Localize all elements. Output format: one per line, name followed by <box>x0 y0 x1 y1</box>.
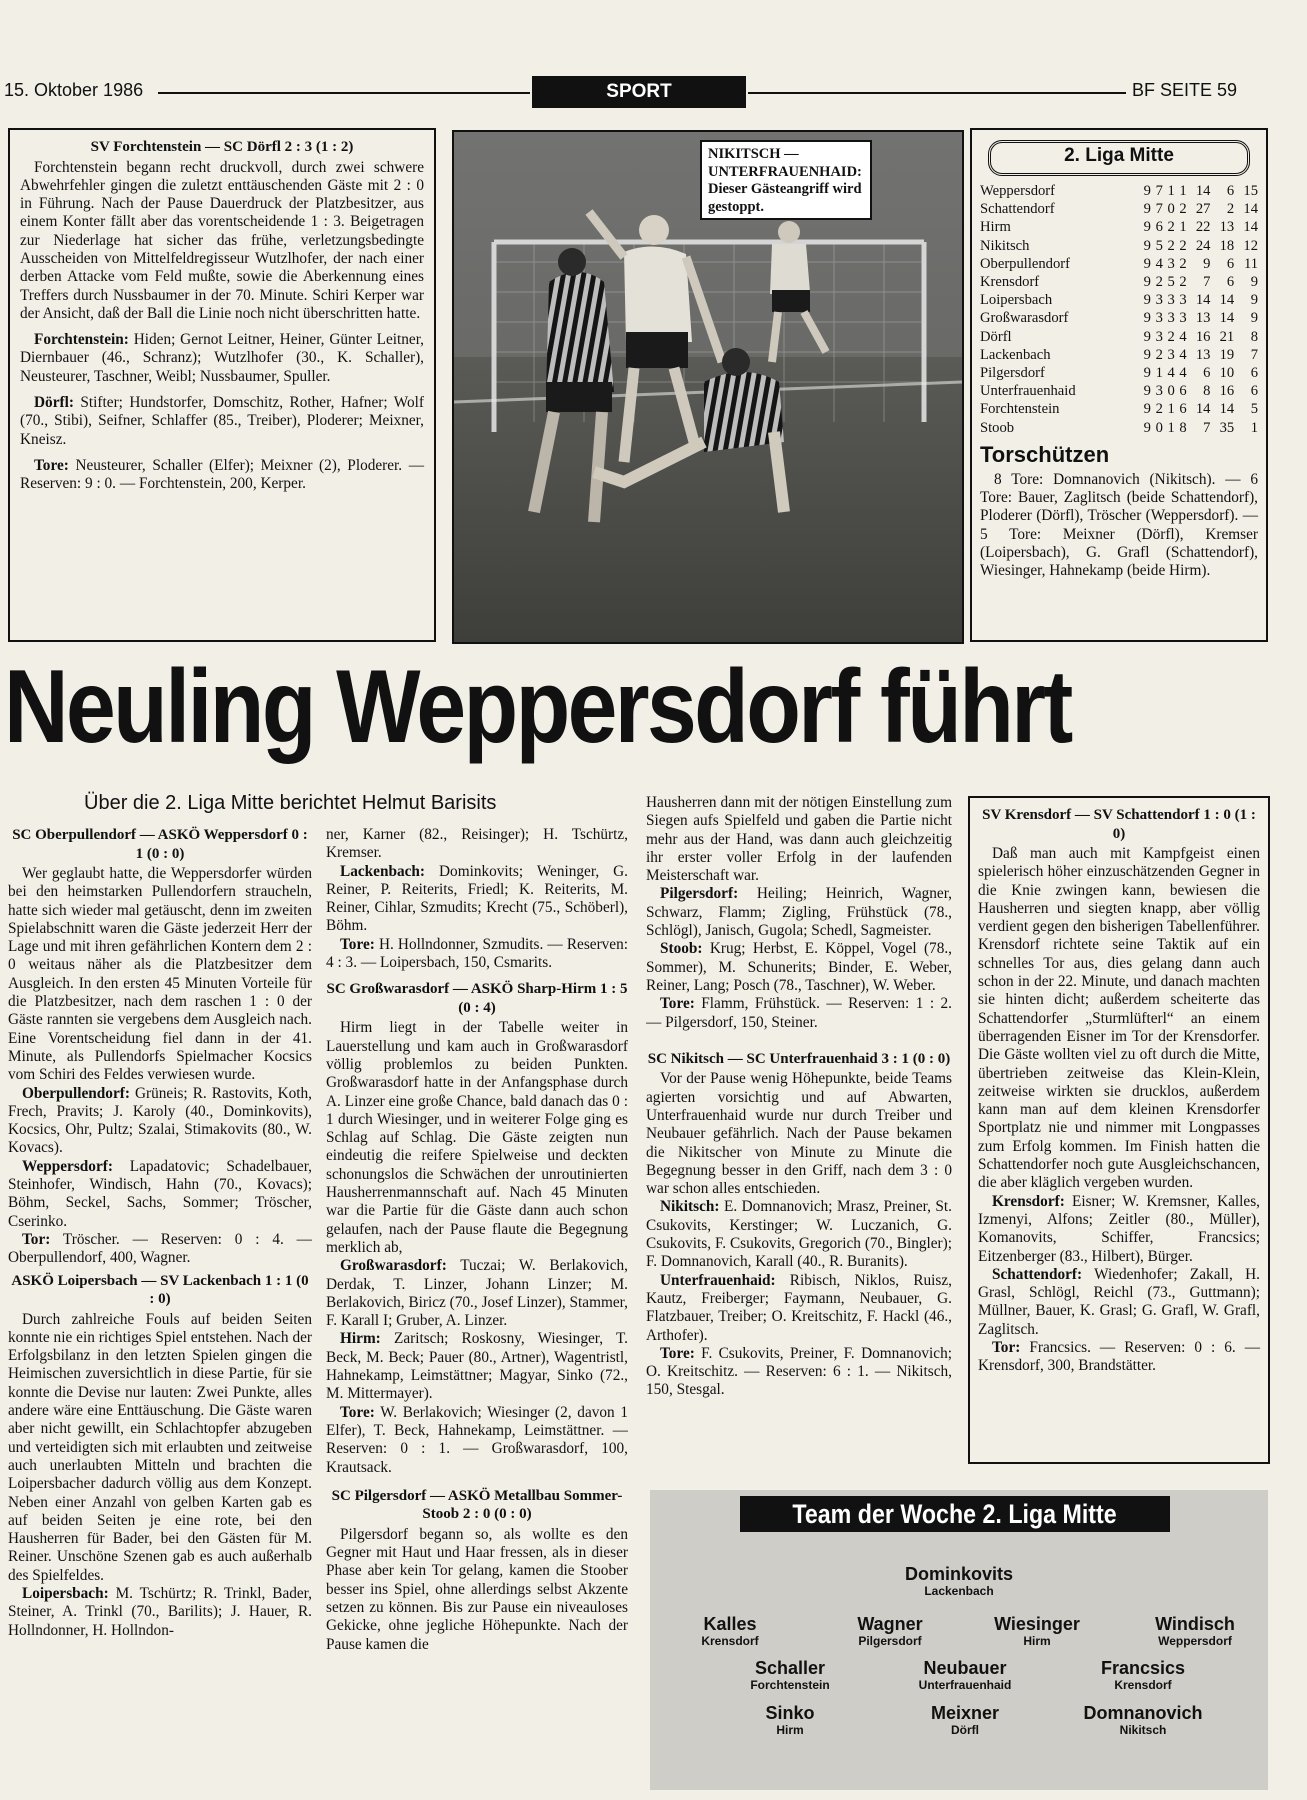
league-stat-cell: 8 <box>1250 328 1258 345</box>
league-stat-cell: 9 <box>1250 274 1258 291</box>
team-of-week-player <box>1105 1614 1285 1648</box>
team-label: Loipersbach: <box>22 1584 109 1602</box>
team-of-week-player <box>700 1703 880 1737</box>
league-stat-cell: 1 <box>1167 183 1175 199</box>
league-stat-cell: 16 <box>1219 383 1235 400</box>
league-team-name: Dörfl <box>980 328 1012 345</box>
team-of-week-player <box>875 1703 1055 1737</box>
league-stat-cell: 3 <box>1167 255 1175 272</box>
league-stat-cell: 2 <box>1179 255 1187 272</box>
league-stat-cell: 27 <box>1195 201 1211 218</box>
team-lineup: Dominkovits; Weninger, G. Reiner, P. Reiterits, Friedl; K. Reiterits, M. Reiner, Cihlar, Szmudits; Krecht (75., Schöberl), Böhm. <box>326 862 628 935</box>
league-stat-cell: 7 <box>1203 274 1211 291</box>
league-stat-cell: 1 <box>1155 365 1163 382</box>
league-stat-cell: 14 <box>1219 310 1235 327</box>
league-stat-cell: 2 <box>1167 237 1175 254</box>
goals-text: Neusteurer, Schaller (Elfer); Meixner (2), Ploderer. — Reserven: 9 : 0. — Forchtenstein, 200, Kerper. <box>20 456 424 493</box>
league-stat-cell: 14 <box>1195 292 1211 309</box>
league-stat-cell: 2 <box>1155 274 1163 291</box>
match-body-continued: Hausherren dann mit der nötigen Einstellung zum Siegen aufs Spielfeld und gaben die Partie nicht mehr aus der Hand, was dann auch gleichzeitig ihr erster voller Erfolg in der laufenden Meisterschaft war. <box>646 794 952 885</box>
match-title: SC Großwarasdorf — ASKÖ Sharp-Hirm 1 : 5 (0 : 4) <box>326 981 628 1016</box>
league-table-row <box>980 291 1258 309</box>
team-line <box>646 885 952 940</box>
league-stat-cell: 21 <box>1219 328 1235 345</box>
league-stat-cell: 24 <box>1195 237 1211 254</box>
section-label: SPORT <box>532 76 746 108</box>
column-2 <box>326 826 628 1766</box>
team-lineup: Ribisch, Niklos, Ruisz, Kautz, Freiberger; Faymann, Neubauer, G. Flatzbauer, Treiber; O. Kreitschitz, F. Hackl (46., Arthofer). <box>646 1271 952 1344</box>
league-stat-cell: 14 <box>1243 219 1258 236</box>
byline: Über die 2. Liga Mitte berichtet Helmut Barisits <box>84 792 497 814</box>
team-line <box>8 1585 312 1640</box>
league-stat-cell: 12 <box>1243 237 1258 254</box>
league-stat-cell: 6 <box>1226 255 1235 272</box>
goals-label: Tore: <box>340 935 375 953</box>
league-stat-cell: 3 <box>1167 292 1175 309</box>
player-name: Windisch <box>1155 1614 1235 1634</box>
player-club: Hirm <box>776 1723 804 1737</box>
league-stat-cell: 9 <box>1143 274 1151 291</box>
column-3 <box>646 794 952 1454</box>
league-team-name: Großwarasdorf <box>980 310 1069 327</box>
league-table-row <box>980 328 1258 346</box>
team-label: Dörfl: <box>34 394 74 412</box>
team-line <box>8 1085 312 1158</box>
team-line <box>978 1266 1260 1339</box>
league-stat-cell: 11 <box>1243 255 1258 272</box>
match-body: Wer geglaubt hatte, die Weppersdorfer würden bei den heimstarken Pullendorfern straucheln, hatte sich wieder mal getäuscht, denn im zweiten Spielabschnitt waren die Gäste jederzeit Herr der Lage und mit ihren gefährlichen Kontern dem 2 : 0 weitaus näher als die Platzbesitzer dem Ausgleich. In den ersten 45 Minuten Vorteile für die Platzbesitzer, nach dem raschen 1 : 0 der Gäste rannten sie vergebens dem Ausgleich nach. Eine Vorentscheidung fiel dann in der 41. Minute, als Pullendorfs Spielmacher Kocsics vom Schiri des Feldes verwiesen wurde. <box>8 865 312 1084</box>
team-label: Schattendorf: <box>992 1265 1083 1283</box>
headline <box>0 648 1307 768</box>
team-lineup: Eisner; W. Kremsner, Kalles, Izmenyi, Alfons; Zeitler (80., Müller), Komanovits, Schiffer, Francsics; Eitzenberger (83., Hilbert), Bürger. <box>978 1192 1260 1265</box>
goals-line <box>646 995 952 1032</box>
goals-label: Tor: <box>992 1339 1021 1357</box>
league-stat-cell: 22 <box>1195 219 1211 236</box>
league-stat-cell: 18 <box>1219 237 1235 254</box>
goals-line <box>646 1345 952 1400</box>
league-stat-cell: 6 <box>1226 183 1235 199</box>
league-stat-cell: 2 <box>1167 219 1175 236</box>
team-of-week-player <box>700 1658 880 1692</box>
league-stat-cell: 3 <box>1179 292 1187 309</box>
league-stat-cell: 14 <box>1195 401 1211 418</box>
player-name: Schaller <box>754 1658 826 1678</box>
league-table-box <box>970 128 1268 642</box>
league-stat-cell: 13 <box>1219 219 1235 236</box>
league-stat-cell: 3 <box>1167 346 1175 363</box>
team-lineup: Hiden; Gernot Leitner, Heiner, Günter Leitner, Diernbauer (46., Schranz); Wutzlhofer (30., K. Schaller), Neusteurer, Taschner, Weibl; Nussbaumer, Spuller. <box>20 331 424 385</box>
league-team-name: Stoob <box>980 419 1015 436</box>
goals-text: W. Berlakovich; Wiesinger (2, davon 1 Elfer), T. Beck, Hahnekamp, Leimstättner. — Reserven: 0 : 1. — Großwarasdorf, 100, Krautsack. <box>326 1403 628 1476</box>
player-name: Domnanovich <box>1083 1703 1203 1723</box>
goals-label: Tor: <box>22 1230 51 1248</box>
column-1 <box>8 826 312 1766</box>
team-lineup: Heiling; Heinrich, Wagner, Schwarz, Flamm; Zigling, Frühstück (78., Schlögl), Janisch, Gugola; Schedl, Sagmeister. <box>646 885 952 940</box>
league-stat-cell: 9 <box>1143 183 1151 199</box>
scorers-title: Torschützen <box>980 441 1110 467</box>
match-body: Daß man auch mit Kampfgeist einen spielerisch höher einzuschätzenden Gegner in die Knie zwingen kann, bewiesen die Hausherren und siegten knapp, aber völlig verdient gegen den bisherigen Tabellenführer. Krensdorf richtete seine Taktik auf ein schnelles Tor aus, dies gelang dann auch schon in der 22. Minute, und danach machten sie hinten dicht; außerdem scheiterte das Schattendorfer „Sturmlüfterl“ an einem überragenden Eisner im Tor der Krensdorfer. Die Gäste wollten viel zu oft durch die Mitte, übertrieben zeitweise das Klein-Klein, zeitweise wirkten sie drucklos, außerdem kann man auf dem kleinen Krensdorfer Sportplatz nie und nimmer mit Longpasses zum Erfolg kommen. Im Finish hatten die Schattendorfer noch gute Ausgleichschancen, die aber kläglich vergeben wurden. <box>978 845 1260 1192</box>
match-body: Vor der Pause wenig Höhepunkte, beide Teams agierten vorsichtig und auf Abwarten, Unterfrauenhaid wurde nur durch Treiber und Neubauer gefährlich. Nach der Pause bekamen die Nikitscher von Minute zu Minute die Begegnung besser in den Griff, nach dem 3 : 0 war schon alles entschieden. <box>646 1070 952 1198</box>
player-club: Lackenbach <box>924 1584 994 1598</box>
header-rule-left <box>158 92 530 94</box>
league-stat-cell: 15 <box>1243 183 1258 199</box>
top-left-report-box <box>8 128 436 642</box>
team-label: Unterfrauenhaid: <box>660 1271 776 1289</box>
team-of-week-player <box>947 1614 1127 1648</box>
league-stat-cell: 9 <box>1203 255 1211 272</box>
player-name: Francsics <box>1100 1658 1186 1678</box>
player-name: Dominkovits <box>904 1564 1014 1584</box>
league-stat-cell: 9 <box>1250 310 1258 327</box>
team-lineup: Grüneis; R. Rastovits, Koth, Frech, Pravits; J. Karoly (40., Dominkovits), Kocsics, Ohr, Pultz; Szalai, Stimakovits (80., W. Kovacs). <box>8 1084 312 1157</box>
team-line <box>326 1257 628 1330</box>
team-label: Lackenbach: <box>340 862 425 880</box>
league-stat-cell: 4 <box>1179 365 1187 382</box>
league-stat-cell: 8 <box>1203 383 1211 400</box>
league-stat-cell: 19 <box>1219 346 1235 363</box>
league-stat-cell: 5 <box>1167 274 1175 291</box>
league-team-name: Lackenbach <box>980 346 1051 363</box>
league-stat-cell: 9 <box>1143 310 1151 327</box>
league-stat-cell: 7 <box>1250 346 1258 363</box>
league-table-row <box>980 218 1258 236</box>
team-line <box>646 1198 952 1271</box>
league-stat-cell: 9 <box>1143 292 1151 309</box>
player-club: Unterfrauenhaid <box>918 1678 1012 1692</box>
report-body: Forchtenstein begann recht druckvoll, durch zwei schwere Abwehrfehler gingen die zuletzt enttäuschenden Gäste mit 2 : 0 in Führung. Nach der Pause Dauerdruck der Platzbesitzer, aus einem Konter fällt aber das vorentscheidende 1 : 3. Beigetragen zur Niederlage hat sicher das frühe, verletzungsbedingte Ausscheiden von Mittelfeldregisseur Wutzlhofer, der nach einer derben Attacke vom Feld mußte, sowie die Aberkennung eines Treffers durch Nussbaumer in der 70. Minute. Schiri Kerper war der Ansicht, daß der Ball die Linie noch nicht überschritten hatte. <box>20 158 424 322</box>
league-stat-cell: 6 <box>1155 219 1163 236</box>
player-club: Pilgersdorf <box>858 1634 922 1648</box>
league-stat-cell: 8 <box>1179 419 1187 436</box>
player-club: Krensdorf <box>1114 1678 1172 1692</box>
team-line <box>326 863 628 936</box>
league-team-name: Nikitsch <box>980 237 1030 254</box>
league-stat-cell: 14 <box>1219 401 1235 418</box>
league-stat-cell: 14 <box>1195 183 1211 199</box>
team-label: Oberpullendorf: <box>22 1084 130 1102</box>
league-stat-cell: 0 <box>1167 383 1175 400</box>
team-line <box>8 1158 312 1231</box>
team-lineup: Wiedenhofer; Zakall, H. Grasl, Schlögl, Reichl (73., Guttmann); Müllner, Bauer, K. Grasl; G. Grafl, W. Grafl, Zaglitsch. <box>978 1265 1260 1338</box>
player-name: Meixner <box>930 1703 1000 1723</box>
match-body: Durch zahlreiche Fouls auf beiden Seiten konnte nie ein richtiges Spiel entstehen. Nach der Erfolgsbilanz in den letzten Spielen gingen die Heimischen zuversichtlich in diese Partie, für sie konnte die Devise nur lauten: Zwei Punkte, alles andere wäre eine Enttäuschung. Die Gäste waren aber nicht gewillt, ein Schlachtopfer abzugeben und verteidigten sich mit erlaubten und zeitweise auch unerlaubten Mitteln und brachten die Loipersbacher dadurch völlig aus dem Konzept. Neben einer Anzahl von gelben Karten gab es auf beiden Seiten je eine rote, bei den Hausherren für Bader, bei den Gästen für M. Reiner. Unschöne Szenen gab es auch außerhalb des Spielfeldes. <box>8 1310 312 1584</box>
match-title: ASKÖ Loipersbach — SV Lackenbach 1 : 1 (0 : 0) <box>11 1272 309 1308</box>
team-label: Stoob: <box>660 940 703 958</box>
team-line <box>326 1330 628 1403</box>
player-name: Wiesinger <box>994 1614 1080 1634</box>
team-label: Krensdorf: <box>992 1192 1065 1210</box>
league-team-name: Schattendorf <box>980 201 1055 218</box>
league-stat-cell: 6 <box>1226 274 1235 291</box>
team-label: Hirm: <box>340 1330 381 1348</box>
team-label: Großwarasdorf: <box>340 1257 447 1275</box>
league-stat-cell: 3 <box>1155 328 1163 345</box>
league-stat-cell: 7 <box>1155 201 1163 218</box>
goals-text: Tröscher. — Reserven: 0 : 4. — Oberpullendorf, 400, Wagner. <box>8 1230 312 1267</box>
league-stat-cell: 4 <box>1167 365 1175 382</box>
league-table <box>980 182 1258 437</box>
player-name: Sinko <box>765 1703 815 1723</box>
league-stat-cell: 9 <box>1143 401 1151 418</box>
goals-line <box>20 457 424 494</box>
goals-text: Flamm, Frühstück. — Reserven: 1 : 2. — Pilgersdorf, 150, Steiner. <box>646 995 952 1031</box>
player-name: Wagner <box>857 1614 923 1634</box>
league-stat-cell: 1 <box>1179 183 1187 199</box>
league-stat-cell: 2 <box>1179 274 1187 291</box>
league-stat-cell: 9 <box>1143 201 1151 218</box>
league-stat-cell: 9 <box>1143 328 1151 345</box>
league-stat-cell: 6 <box>1179 401 1187 418</box>
league-stat-cell: 4 <box>1155 255 1163 272</box>
match-title: SV Krensdorf — SV Schattendorf 1 : 0 (1 : 0) <box>982 807 1256 842</box>
team-label: Forchtenstein: <box>34 331 129 349</box>
player-club: Weppersdorf <box>1158 1634 1232 1648</box>
match-title: SC Nikitsch — SC Unterfrauenhaid 3 : 1 (0 : 0) <box>647 1050 951 1067</box>
league-stat-cell: 1 <box>1179 219 1187 236</box>
league-stat-cell: 9 <box>1143 383 1151 400</box>
league-table-row <box>980 273 1258 291</box>
match-title: SC Pilgersdorf — ASKÖ Metallbau Sommer-Stoob 2 : 0 (0 : 0) <box>331 1487 623 1523</box>
league-stat-cell: 5 <box>1250 401 1258 418</box>
league-stat-cell: 9 <box>1143 219 1151 236</box>
league-stat-cell: 7 <box>1155 183 1163 199</box>
league-table-row <box>980 255 1258 273</box>
league-team-name: Loipersbach <box>980 292 1053 309</box>
league-table-title <box>988 140 1250 176</box>
league-stat-cell: 2 <box>1226 201 1235 218</box>
team-lineup: Tuczai; W. Berlakovich, Derdak, T. Linzer, Johann Linzer; M. Berlakovich, Biricz (70., Josef Linzer), Stammer, F. Karall I; Gruber, A. Linzer. <box>326 1257 628 1330</box>
league-stat-cell: 5 <box>1155 237 1163 254</box>
goals-label: Tore: <box>660 995 695 1013</box>
team-lineup: Lapadatovic; Schadelbauer, Steinhofer, Windisch, Hahn (70., Kovacs); Böhm, Seckel, Sachs, Sommer; Tröscher, Cserinko. <box>8 1157 312 1230</box>
league-stat-cell: 1 <box>1167 401 1175 418</box>
league-stat-cell: 13 <box>1195 346 1211 363</box>
league-stat-cell: 6 <box>1203 365 1211 382</box>
league-stat-cell: 2 <box>1179 201 1187 218</box>
league-stat-cell: 4 <box>1179 328 1187 345</box>
league-table-row <box>980 419 1258 437</box>
team-of-week-player <box>640 1614 820 1648</box>
league-stat-cell: 6 <box>1179 383 1187 400</box>
report-body-block <box>20 159 424 494</box>
match-body-continued: ner, Karner (82., Reisinger); H. Tschürtz, Kremser. <box>326 826 628 862</box>
league-table-row <box>980 400 1258 418</box>
league-stat-cell: 9 <box>1143 365 1151 382</box>
league-stat-cell: 9 <box>1143 237 1151 254</box>
report-title: SV Forchtenstein — SC Dörfl 2 : 3 (1 : 2) <box>90 139 354 155</box>
league-team-name: Weppersdorf <box>980 183 1056 199</box>
league-stat-cell: 7 <box>1203 419 1211 436</box>
match-body: Pilgersdorf begann so, als wollte es den Gegner mit Haut und Haar fressen, als in dieser Phase aber kein Tor gelang, kamen die Stoober besser ins Spiel, ohne allerdings selbst Akzente setzen zu können. Bis zur Pause ein niveauloses Gekicke, ohne jegliche Höhepunkte. Nach der Pause kamen die <box>326 1525 628 1653</box>
league-stat-cell: 3 <box>1155 292 1163 309</box>
league-stat-cell: 3 <box>1179 310 1187 327</box>
league-stat-cell: 2 <box>1179 237 1187 254</box>
team-line <box>978 1193 1260 1266</box>
team-label: Weppersdorf: <box>22 1157 113 1175</box>
league-stat-cell: 2 <box>1155 346 1163 363</box>
league-stat-cell: 1 <box>1167 419 1175 436</box>
player-club: Hirm <box>1023 1634 1051 1648</box>
league-table-row <box>980 382 1258 400</box>
league-stat-cell: 16 <box>1195 328 1211 345</box>
goals-text: F. Csukovits, Preiner, F. Domnanovich; O. Kreitschitz. — Reserven: 6 : 1. — Nikitsch, 150, Stesgal. <box>646 1344 952 1399</box>
league-stat-cell: 0 <box>1155 419 1163 436</box>
league-stat-cell: 3 <box>1167 310 1175 327</box>
league-stat-cell: 3 <box>1155 310 1163 327</box>
league-table-row <box>980 364 1258 382</box>
league-team-name: Unterfrauenhaid <box>980 383 1076 400</box>
team-of-week-player <box>1053 1658 1233 1692</box>
league-stat-cell: 6 <box>1250 365 1258 382</box>
league-team-name: Forchtenstein <box>980 401 1060 418</box>
goals-label: Tore: <box>34 456 69 474</box>
league-title-text: 2. Liga Mitte <box>1064 145 1174 166</box>
team-label: Pilgersdorf: <box>660 885 739 903</box>
team-label: Nikitsch: <box>660 1198 720 1216</box>
player-club: Nikitsch <box>1119 1723 1167 1737</box>
page-number: BF SEITE 59 <box>1132 80 1238 100</box>
league-stat-cell: 10 <box>1219 365 1235 382</box>
player-name: Kalles <box>703 1614 757 1634</box>
photo-caption: NIKITSCH — UNTERFRAUENHAID: Dieser Gästeangriff wird gestoppt. <box>708 146 862 215</box>
player-club: Dörfl <box>951 1723 979 1737</box>
league-table-row <box>980 346 1258 364</box>
team-line <box>20 394 424 449</box>
league-stat-cell: 1 <box>1250 419 1258 436</box>
scorers-block <box>980 471 1258 581</box>
player-club: Forchtenstein <box>750 1678 830 1692</box>
goals-line <box>978 1339 1260 1376</box>
scorers-text: 8 Tore: Domnanovich (Nikitsch). — 6 Tore: Bauer, Zaglitsch (beide Schattendorf), Ploderer (Dörfl), Tröscher (Weppersdorf). — 5 Tore: Meixner (Dörfl), Kremser (Loipersbach), G. Grafl (Schattendorf), Wiesinger, Hahnekamp (beide Hirm). <box>980 470 1258 580</box>
goals-label: Tore: <box>340 1403 375 1421</box>
team-line <box>20 331 424 386</box>
match-title: SC Oberpullendorf — ASKÖ Weppersdorf 0 : 1 (0 : 0) <box>12 827 308 862</box>
league-stat-cell: 2 <box>1155 401 1163 418</box>
team-line <box>646 940 952 995</box>
column-4-box <box>968 796 1270 1464</box>
goals-line <box>326 936 628 973</box>
goals-text: H. Hollndonner, Szmudits. — Reserven: 4 : 3. — Loipersbach, 150, Csmarits. <box>326 935 628 972</box>
team-line <box>646 1272 952 1345</box>
team-lineup: Zaritsch; Roskosny, Wiesinger, T. Beck, M. Beck; Pauer (80., Artner), Wagentristl, Hahnekamp, Leimstättner; Magyar, Sinko (72., M. Mittermayer). <box>326 1330 628 1403</box>
match-body: Hirm liegt in der Tabelle weiter in Lauerstellung und kam auch in Großwarasdorf völlig problemlos zu beiden Punkten. Großwarasdorf hatte in der Anfangsphase durch A. Linzer eine große Chance, bald danach das 0 : 1 durch Wiesinger, und in weiterer Folge ging es Schlag auf Schlag. Die Gäste zeigten nun eindeutig die reifere Spielweise und deckten schonungslos die Schwächen der unroutinierten Hausherrenmannschaft auf. Nach 45 Minuten war die Partie für die Gäste dann auch schon gelaufen, nach der Pause flaute die Begegnung merklich ab, <box>326 1019 628 1256</box>
team-lineup: Krug; Herbst, E. Köppel, Vogel (78., Sommer), M. Schunerits; Binder, E. Weber, Reiner, Lang; Posch (78., Taschner), W. Weber. <box>646 940 952 994</box>
league-stat-cell: 35 <box>1219 419 1235 436</box>
header-rule-right <box>748 92 1126 94</box>
league-team-name: Oberpullendorf <box>980 255 1070 272</box>
league-stat-cell: 9 <box>1143 419 1151 436</box>
team-of-week-box <box>650 1490 1268 1790</box>
league-table-row <box>980 237 1258 255</box>
league-table-row <box>980 309 1258 327</box>
player-club: Krensdorf <box>701 1634 759 1648</box>
goals-line <box>8 1231 312 1268</box>
goals-text: Francsics. — Reserven: 0 : 6. — Krensdorf, 300, Brandstätter. <box>978 1339 1260 1375</box>
team-of-week-title-text: Team der Woche 2. Liga Mitte <box>792 1499 1118 1529</box>
goals-label: Tore: <box>660 1344 695 1362</box>
team-of-week-player <box>869 1564 1049 1598</box>
player-name: Neubauer <box>923 1658 1007 1678</box>
league-team-name: Pilgersdorf <box>980 365 1045 382</box>
league-team-name: Krensdorf <box>980 274 1040 291</box>
league-stat-cell: 14 <box>1219 292 1235 309</box>
league-stat-cell: 13 <box>1195 310 1211 327</box>
headline-text: Neuling Weppersdorf führt <box>4 649 1071 765</box>
league-stat-cell: 6 <box>1250 383 1258 400</box>
team-lineup: E. Domnanovich; Mrasz, Preiner, St. Csukovits, Kerstinger; W. Luczanich, G. Csukovits, F. Csukovits, Gregorich (70., Bingler); F. Domnanovich, Karall (40., R. Buranits). <box>646 1198 952 1271</box>
team-of-week-title <box>740 1496 1170 1532</box>
team-lineup: M. Tschürtz; R. Trinkl, Bader, Steiner, A. Trinkl (70., Barilits); J. Hauer, R. Hollndonner, H. Hollndon- <box>8 1584 312 1639</box>
league-stat-cell: 3 <box>1155 383 1163 400</box>
team-of-week-player <box>875 1658 1055 1692</box>
league-table-row <box>980 200 1258 218</box>
league-stat-cell: 4 <box>1179 346 1187 363</box>
league-stat-cell: 2 <box>1167 328 1175 345</box>
goals-line <box>326 1404 628 1477</box>
team-lineup: Stifter; Hundstorfer, Domschitz, Rother, Hafner; Wolf (70., Stibi), Seifner, Schlaffer (85., Treiber), Ploderer; Meixner, Kneisz. <box>20 394 424 448</box>
league-table-row <box>980 182 1258 200</box>
date-line: 15. Oktober 1986 <box>4 80 144 100</box>
league-stat-cell: 14 <box>1243 201 1258 218</box>
league-stat-cell: 9 <box>1250 292 1258 309</box>
league-stat-cell: 0 <box>1167 201 1175 218</box>
match-photo <box>452 130 964 644</box>
team-of-week-player <box>1053 1703 1233 1737</box>
photo-caption-box <box>700 140 872 220</box>
league-stat-cell: 9 <box>1143 255 1151 272</box>
league-stat-cell: 9 <box>1143 346 1151 363</box>
league-team-name: Hirm <box>980 219 1011 236</box>
